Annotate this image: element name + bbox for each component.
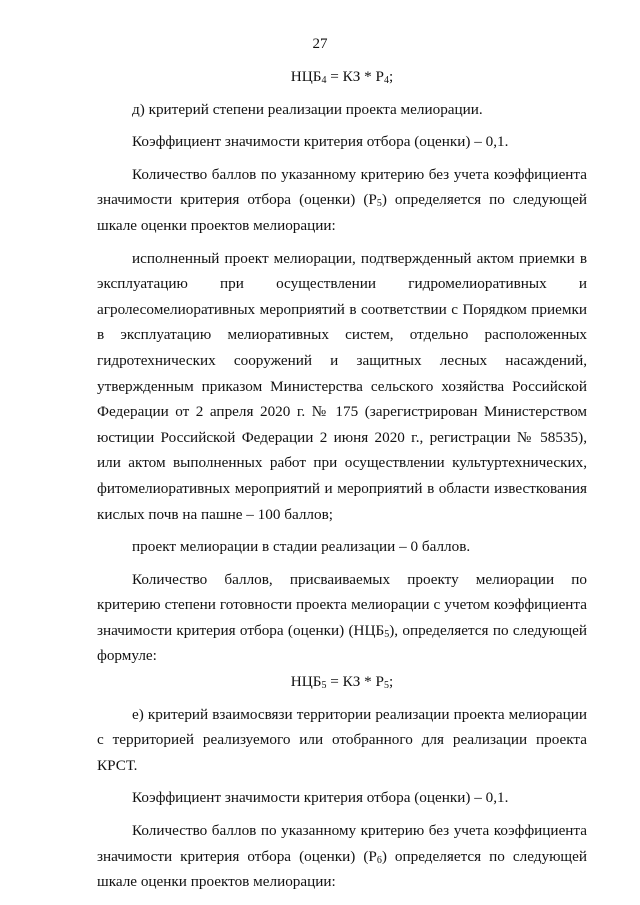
item-d-heading: д) критерий степени реализации проекта мелиорации. (132, 100, 483, 118)
item-e-score-before: Количество баллов по указанному критерию без учета коэффициента значимости критерия отбора (оценки) (Р (97, 822, 587, 865)
formula-ncb4 (97, 64, 587, 90)
item-d-score-before: Количество баллов по указанному критерию без учета коэффициента значимости критерия отбора (оценки) (Р (97, 165, 587, 209)
formula-ncb5-lhs-sub: 5 (321, 680, 327, 692)
document-body (97, 64, 587, 895)
item-d-coefficient: Коэффициент значимости критерия отбора (оценки) – 0,1. (132, 133, 509, 151)
item-d-scale-completed: исполненный проект мелиорации, подтвержденный актом приемки в эксплуатацию при осуществлении гидромелиоративных и агролесомелиоративных мероприятий в соответствии с Порядком приемки в эксплуатацию мелиоративных систем, отдельно расположенных гидротехнических сооружений и защитных лесных насаждений, утвержденным приказом Министерства сельского хозяйства Российской Федерации от 2 апреля 2020 г. № 175 (зарегистрирован Министерством юстиции Российской Федерации 2 июня 2020 г., регистрации № 58535), или актом выполненных работ при осуществлении культуртехнических, фитомелиоративных мероприятий и мероприятий в области известкования кислых почв на пашне – 100 баллов; (97, 249, 587, 523)
item-d-formula-sub: 5 (384, 628, 390, 640)
formula-ncb5-rhs-sub: 5 (383, 680, 389, 692)
item-e-coefficient: Коэффициент значимости критерия отбора (оценки) – 0,1. (132, 789, 509, 807)
item-d-score-sub: 5 (376, 198, 382, 210)
page-number: 27 (312, 36, 328, 52)
formula-ncb5-op: = КЗ * Р (326, 673, 384, 691)
item-e-score-sub: 6 (376, 854, 382, 866)
item-d-score-intro (97, 162, 587, 239)
formula-ncb5 (97, 669, 587, 695)
item-e-heading: е) критерий взаимосвязи территории реализации проекта мелиорации с территорией реализуемого или отобранного для реализации проекта КРСТ. (97, 705, 587, 774)
formula-ncb5-lhs: НЦБ (290, 673, 322, 691)
formula-ncb4-end: ; (388, 68, 394, 85)
item-d-formula-after: ), определяется по следующей формуле: (97, 621, 587, 665)
formula-ncb4-rhs-sub: 4 (383, 75, 389, 86)
item-e-score-after: ) определяется по следующей шкале оценки проектов мелиорации: (97, 847, 587, 891)
formula-ncb5-end: ; (388, 673, 394, 691)
formula-ncb4-lhs: НЦБ (290, 68, 322, 85)
formula-ncb4-lhs-sub: 4 (321, 75, 327, 86)
formula-ncb4-op: = КЗ * Р (326, 68, 384, 85)
item-e-score-intro (97, 818, 587, 895)
item-d-scale-in-progress: проект мелиорации в стадии реализации – 0 баллов. (132, 538, 471, 556)
item-d-formula-intro (97, 567, 587, 669)
item-d-formula-before: Количество баллов, присваиваемых проекту мелиорации по критерию степени готовности проекта мелиорации с учетом коэффициента значимости критерия отбора (оценки) (НЦБ (97, 570, 587, 639)
item-d-score-after: ) определяется по следующей шкале оценки проектов мелиорации: (97, 191, 587, 234)
